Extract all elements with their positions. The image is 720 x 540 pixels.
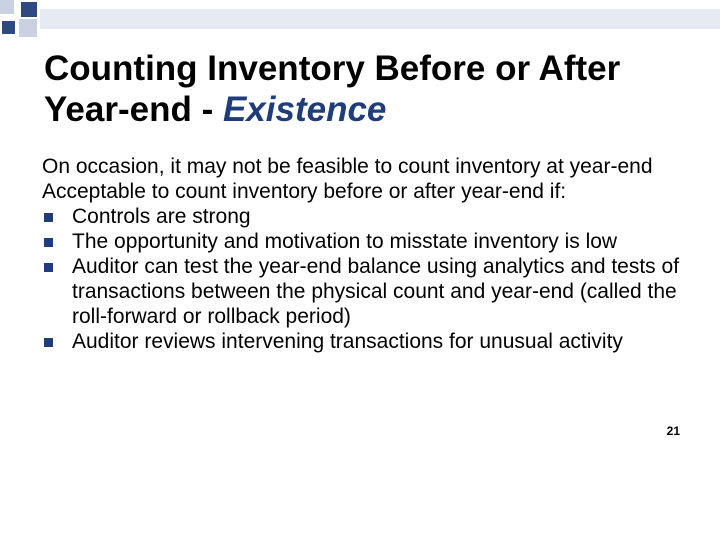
bullet-text: Controls are strong xyxy=(72,205,251,228)
title-accent: Existence xyxy=(222,90,387,129)
slide-title xyxy=(44,48,684,130)
paragraph-feasibility: On occasion, it may not be feasible to count inventory at year-end xyxy=(42,155,653,178)
bullet-item xyxy=(42,229,682,254)
page-number: 21 xyxy=(666,424,680,438)
bullet-text: Auditor reviews intervening transactions for unusual activity xyxy=(72,330,623,353)
bullet-item xyxy=(42,254,682,329)
square-bullet-icon xyxy=(44,338,53,347)
square-bullet-icon xyxy=(44,238,53,247)
bullet-list xyxy=(42,204,682,354)
square-bullet-icon xyxy=(44,213,53,222)
title-main: Counting Inventory Before or After Year-end - xyxy=(44,49,621,129)
slide-body xyxy=(42,154,682,354)
bullet-text: Auditor can test the year-end balance using analytics and tests of transactions between the physical count and year-end (called the roll-forward or rollback period) xyxy=(72,255,680,328)
square-bullet-icon xyxy=(44,263,53,272)
header-decoration xyxy=(0,0,720,40)
bullet-item xyxy=(42,329,682,354)
bullet-text: The opportunity and motivation to misstate inventory is low xyxy=(72,230,618,253)
bullet-item xyxy=(42,204,682,229)
paragraph-acceptable: Acceptable to count inventory before or after year-end if: xyxy=(42,180,567,203)
